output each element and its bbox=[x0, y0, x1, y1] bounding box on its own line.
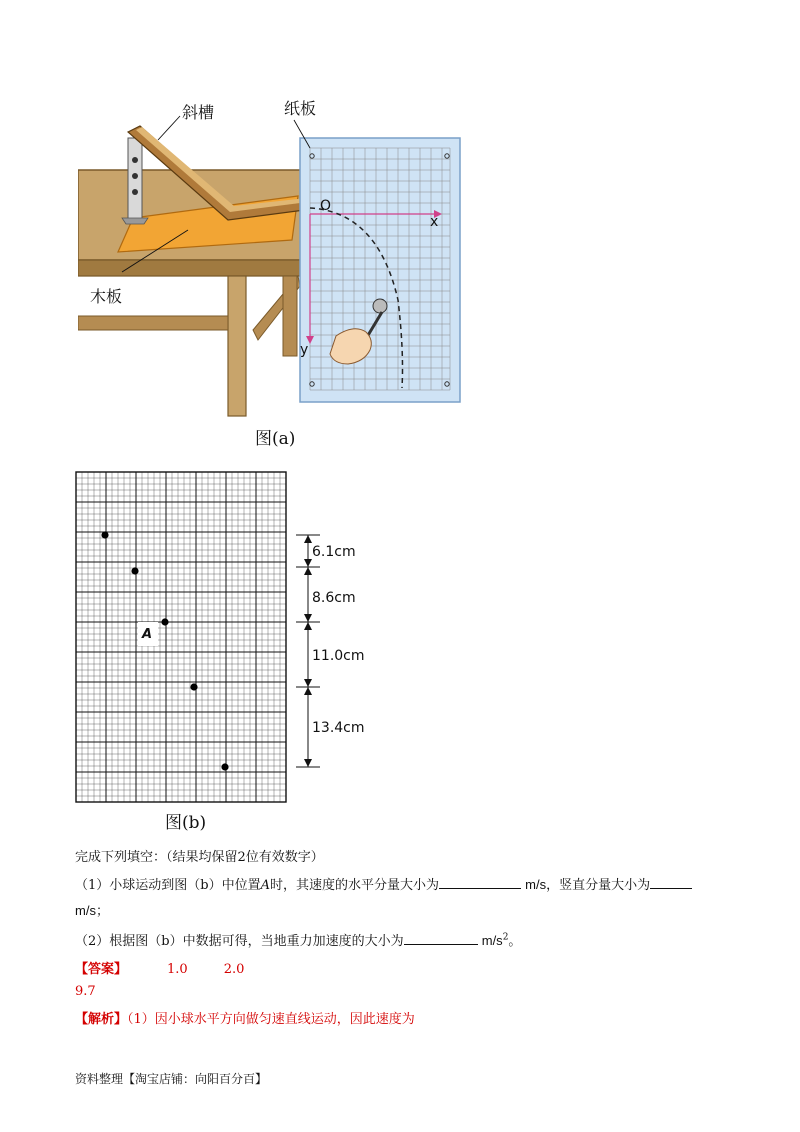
q2-text: （2）根据图（b）中数据可得，当地重力加速度的大小为 bbox=[75, 934, 404, 949]
figure-a-apparatus bbox=[78, 100, 468, 430]
question-1 bbox=[75, 874, 692, 893]
point-4 bbox=[190, 683, 197, 690]
q1-unit-2: m/s bbox=[75, 903, 96, 918]
paper-board bbox=[300, 138, 460, 402]
question-2 bbox=[75, 930, 521, 949]
label-chute: 斜槽 bbox=[182, 103, 215, 122]
fine-grid bbox=[76, 472, 286, 802]
label-board: 木板 bbox=[90, 287, 123, 306]
analysis-text: （1）因小球水平方向做匀速直线运动，因此速度为 bbox=[127, 1012, 415, 1027]
point-a-label: A bbox=[142, 627, 153, 642]
footer: 资料整理【淘宝店铺：向阳百分百】 bbox=[75, 1072, 268, 1086]
label-origin: O bbox=[320, 198, 332, 214]
interval-2-label: 8.6cm bbox=[312, 590, 356, 606]
table-leg-left bbox=[228, 276, 246, 416]
answer-value-2: 2.0 bbox=[223, 962, 245, 977]
q1-text: （1）小球运动到图（b）中位置 bbox=[75, 878, 261, 893]
q2-blank[interactable] bbox=[404, 932, 478, 945]
label-paper: 纸板 bbox=[284, 100, 317, 118]
q1-blank-1[interactable] bbox=[439, 876, 521, 889]
point-a bbox=[161, 618, 168, 625]
q2-unit-exp: 2 bbox=[502, 932, 509, 943]
coarse-grid bbox=[76, 472, 286, 802]
table-edge bbox=[78, 260, 308, 276]
analysis-tag: 【解析】 bbox=[75, 1012, 128, 1027]
q1-blank-2[interactable] bbox=[650, 876, 692, 889]
figure-a-caption: 图(a) bbox=[255, 429, 296, 449]
interval-3-label: 11.0cm bbox=[312, 648, 365, 664]
point-5 bbox=[221, 763, 228, 770]
question-1-cont bbox=[75, 900, 109, 919]
answer-value-3: 9.7 bbox=[75, 984, 96, 999]
q1-text2: 时，其速度的水平分量大小为 bbox=[269, 878, 439, 893]
q2-unit: m/s bbox=[481, 933, 503, 948]
q1-end: ； bbox=[95, 904, 109, 919]
q1-var: A bbox=[260, 878, 270, 893]
table-leg-right bbox=[283, 276, 297, 356]
label-x-axis: x bbox=[430, 214, 439, 230]
interval-1-label: 6.1cm bbox=[312, 544, 356, 560]
answer-tag: 【答案】 bbox=[75, 962, 128, 977]
figure-b-grid bbox=[72, 468, 402, 808]
question-intro: 完成下列填空：（结果均保留2位有效数字） bbox=[75, 850, 324, 865]
table-rail bbox=[78, 316, 228, 330]
q2-end: 。 bbox=[508, 934, 522, 949]
q1-text3: ，竖直分量大小为 bbox=[546, 878, 651, 893]
answer-line bbox=[75, 958, 244, 977]
point-1 bbox=[101, 531, 108, 538]
analysis-line bbox=[75, 1008, 415, 1027]
answer-value-1: 1.0 bbox=[167, 962, 188, 977]
label-y-axis: y bbox=[300, 342, 309, 358]
point-2 bbox=[131, 567, 138, 574]
figure-b-caption: 图(b) bbox=[165, 813, 207, 833]
ball bbox=[373, 299, 387, 313]
interval-4-label: 13.4cm bbox=[312, 720, 365, 736]
q1-unit-1: m/s bbox=[525, 877, 547, 892]
